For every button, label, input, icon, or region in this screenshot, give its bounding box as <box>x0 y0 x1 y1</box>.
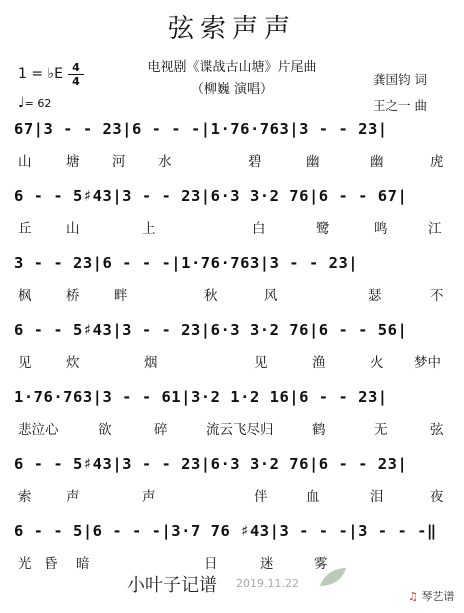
score-notes-line: 6 - - 5♯43|3 - - 23|6·3 3·2 76|6 - - 56| <box>14 321 408 339</box>
song-title: 弦索声声 <box>167 14 296 44</box>
lyric-syllable: 鹭 <box>316 221 330 237</box>
score-notes-line: 6 - - 5♯43|3 - - 23|6·3 3·2 76|6 - - 23| <box>14 455 408 473</box>
lyric-syllable: 江 <box>428 221 442 237</box>
meter-bottom: 4 <box>72 75 80 88</box>
lyric-syllable: 风 <box>264 288 278 304</box>
lyric-syllable: 索 <box>18 489 32 505</box>
lyric-syllable: 伴 <box>254 489 268 505</box>
lyric-syllable: 炊 <box>66 355 80 371</box>
watermark: 小叶子记谱 <box>127 575 217 596</box>
score-notes-line: 3 - - 23|6 - - -|1·76·763|3 - - 23| <box>14 254 359 272</box>
lyric-syllable: 无 <box>374 422 388 438</box>
lyric-syllable: 畔 <box>114 288 128 304</box>
logo-text: 琴艺谱 <box>421 590 455 603</box>
lyric-syllable: 鹤 <box>312 422 326 438</box>
key-signature: 1 = ♭E <box>18 66 63 82</box>
lyric-syllable: 渔 <box>312 355 326 371</box>
lyric-syllable: 虎 <box>430 154 444 170</box>
lyric-syllable: 烟 <box>144 355 158 371</box>
quarter-note-icon: ♩ <box>18 95 25 111</box>
lyric-syllable: 丘 <box>18 221 32 237</box>
lyric-syllable: 梦中 <box>414 355 441 371</box>
lyric-syllable: 昏 <box>44 556 58 572</box>
lyric-syllable: 幽 <box>370 154 384 170</box>
meter-top: 4 <box>72 61 80 74</box>
leaf-icon <box>318 566 348 588</box>
time-signature <box>68 62 84 87</box>
lyric-syllable: 声 <box>142 489 156 505</box>
watermark-date: 2019.11.22 <box>236 577 299 590</box>
lyric-syllable: 鸣 <box>374 221 388 237</box>
lyric-syllable: 血 <box>306 489 320 505</box>
tempo-mark <box>18 95 51 111</box>
lyric-syllable: 光 <box>18 556 32 572</box>
singer-credit: （柳巍 演唱） <box>190 82 274 97</box>
lyric-syllable: 瑟 <box>368 288 382 304</box>
lyric-syllable: 暗 <box>76 556 90 572</box>
score-notes-line: 6 - - 5♯43|3 - - 23|6·3 3·2 76|6 - - 67| <box>14 187 408 205</box>
lyric-syllable: 不 <box>430 288 444 304</box>
lyric-syllable: 见 <box>18 355 32 371</box>
lyric-syllable: 夜 <box>430 489 444 505</box>
lyric-syllable: 见 <box>254 355 268 371</box>
lyric-syllable: 秋 <box>204 288 218 304</box>
lyric-syllable: 山 <box>18 154 32 170</box>
lyric-syllable: 枫 <box>18 288 32 304</box>
lyric-syllable: 欲 <box>98 422 112 438</box>
lyric-syllable: 河 <box>112 154 126 170</box>
score-notes-line: 6 - - 5|6 - - -|3·7 76 ♯43|3 - - -|3 - - -‖ <box>14 522 437 540</box>
lyric-syllable: 雾 <box>314 556 328 572</box>
score-notes-line: 1·76·763|3 - - 61|3·2 1·2 16|6 - - 23| <box>14 388 388 406</box>
qinyipu-logo-icon: ♫ <box>408 590 418 603</box>
lyric-syllable: 泪 <box>370 489 384 505</box>
lyric-syllable: 悲泣心 <box>18 422 59 438</box>
score-notes-line: 67|3 - - 23|6 - - -|1·76·763|3 - - 23| <box>14 120 388 138</box>
song-subtitle: 电视剧《谍战古山塘》片尾曲 <box>147 60 317 75</box>
lyric-syllable: 山 <box>66 221 80 237</box>
lyric-syllable: 弦 <box>430 422 444 438</box>
lyric-syllable: 塘 <box>66 154 80 170</box>
lyric-syllable: 流云飞尽归 <box>206 422 274 438</box>
lyric-syllable: 迷 <box>260 556 274 572</box>
lyric-syllable: 桥 <box>66 288 80 304</box>
lyric-syllable: 声 <box>66 489 80 505</box>
lyric-syllable: 火 <box>370 355 384 371</box>
lyric-syllable: 日 <box>204 556 218 572</box>
lyricist-credit: 龚国钧 词 <box>373 72 427 87</box>
lyric-syllable: 白 <box>252 221 266 237</box>
lyric-syllable: 上 <box>142 221 156 237</box>
site-logo <box>408 588 454 604</box>
composer-credit: 王之一 曲 <box>373 98 427 113</box>
lyric-syllable: 碎 <box>154 422 168 438</box>
lyric-syllable: 碧 <box>248 154 262 170</box>
tempo-value: = 62 <box>24 97 52 110</box>
lyric-syllable: 水 <box>158 154 172 170</box>
lyric-syllable: 幽 <box>306 154 320 170</box>
